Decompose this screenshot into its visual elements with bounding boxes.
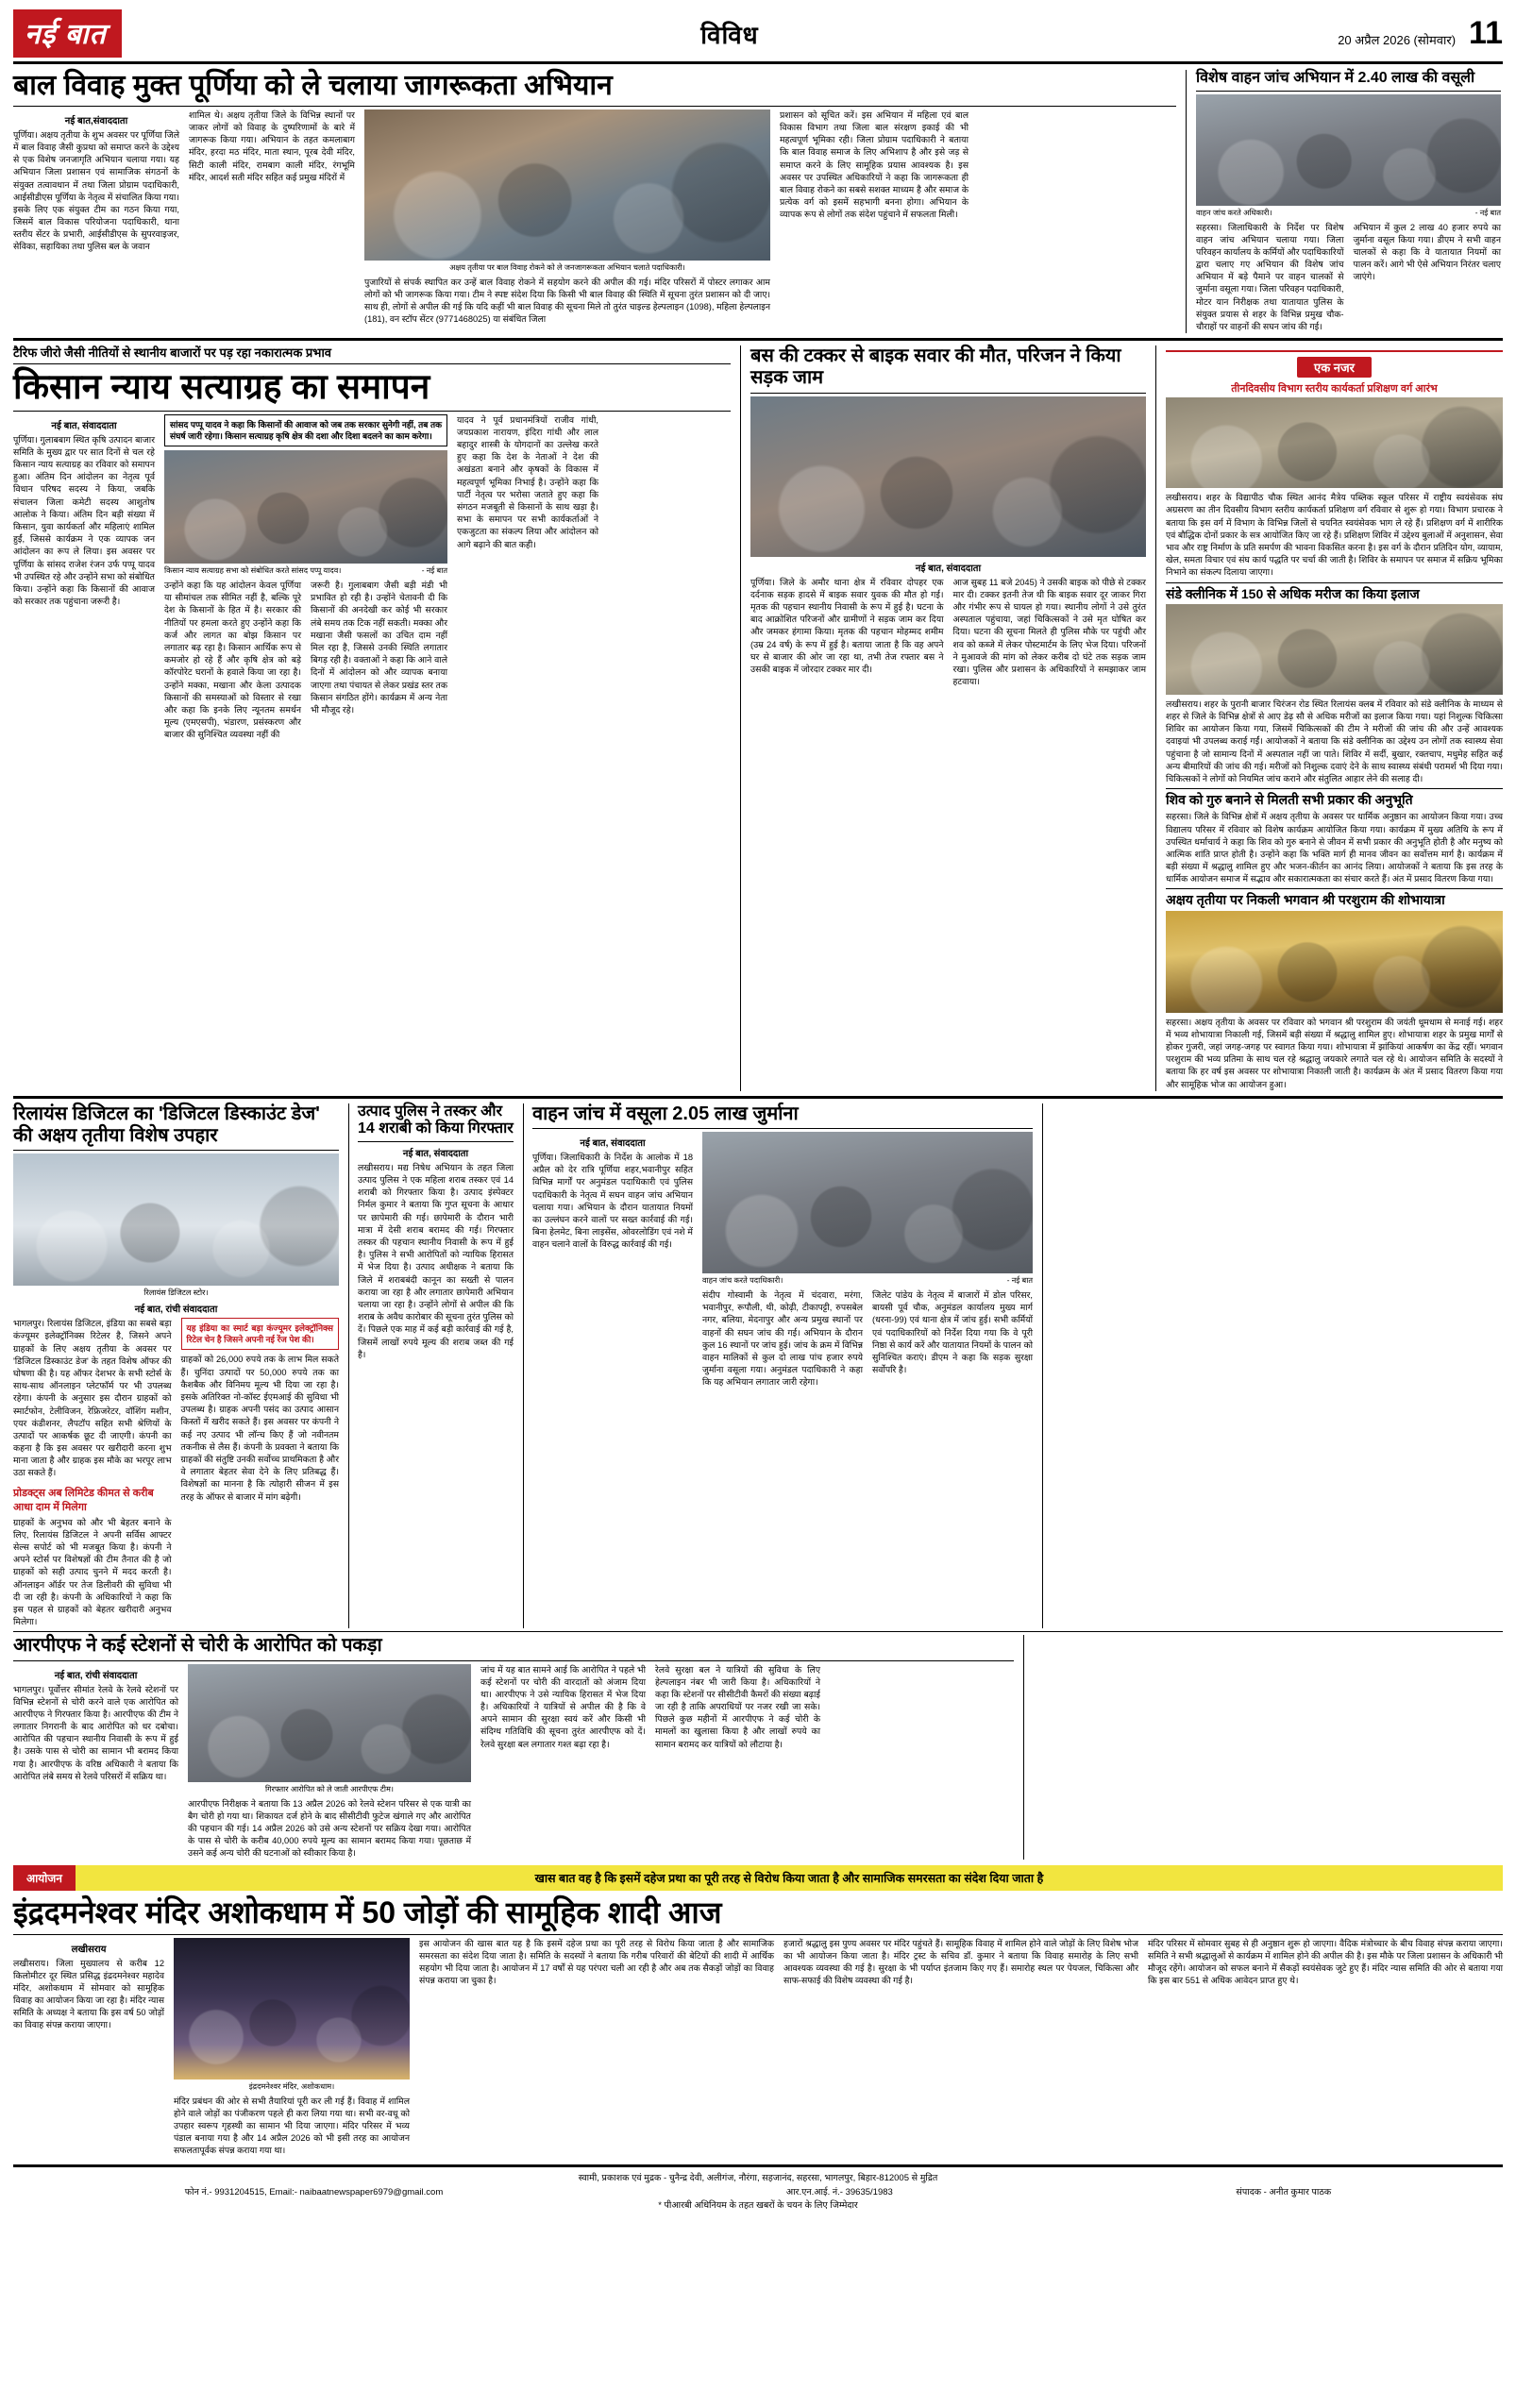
- vehicle-check-photo: [1196, 94, 1501, 206]
- event-strip-text: खास बात वह है कि इसमें दहेज प्रथा का पूरी तरह से विरोध किया जाता है और सामाजिक समरसता का संदेश दिया जाता है: [534, 1872, 1044, 1886]
- wedding-headline: इंद्रदमनेश्वर मंदिर अशोकधाम में 50 जोड़ों की सामूहिक शादी आज: [13, 1895, 722, 1930]
- reliance-headline: रिलायंस डिजिटल का 'डिजिटल डिस्काउंट डेज' की अक्षय तृतीया विशेष उपहार: [13, 1103, 320, 1146]
- rpf-photo: [188, 1664, 471, 1782]
- top-section: [13, 70, 1503, 333]
- rpf-photo-caption: गिरफ्तार आरोपित को ले जाती आरपीएफ टीम।: [264, 1784, 395, 1793]
- lead-photo-block: [364, 109, 770, 327]
- rpf-text-4: रेलवे सुरक्षा बल ने यात्रियों की सुविधा के लिए हेल्पलाइन नंबर भी जारी किया है। अधिकारियों ने कहा कि स्टेशनों पर सीसीटीवी कैमरों की संख्या बढ़ाई जा रही है ताकि अपराधियों पर नजर रखी जा सके। पिछले कुछ महीनों में आरपीएफ ने कई चोरी के मामलों का खुलासा किया है और लाखों रुपये का सामान बरामद कर यात्रियों को लौटाया है।: [655, 1664, 820, 1749]
- third-band: [13, 1103, 1503, 1629]
- vehicle-check-text-1: सहरसा। जिलाधिकारी के निर्देश पर विशेष वाहन जांच अभियान चलाया गया। जिला परिवहन कार्यालय के कर्मियों और पदाधिकारियों द्वारा चलाए गए अभियान की विशेष जांच अभियान में बड़े पैमाने पर वाहन चालकों से जुर्माना वसूला गया। जिला परिवहन पदाधिकारी, मोटर यान निरीक्षक तथा यातायात पुलिस के संयुक्त प्रयास से शहर के विभिन्न प्रमुख चौक-चौराहों पर वाहनों की सघन जांच की गई।: [1196, 222, 1344, 332]
- reliance-col-2: [181, 1318, 340, 1628]
- ek-nazar-label: एक नजर: [1297, 357, 1372, 378]
- excise-headline: उत्पाद पुलिस ने तस्कर और 14 शराबी को किया गिरफ्तार: [358, 1103, 514, 1137]
- farmers-story: [13, 345, 731, 1091]
- vehicle-fine-text-3: जिलेट पांडेय के नेतृत्व में बाजारों में डोल परिसर, बायसी पूर्व चौक, अनुमंडल कार्यालय मुख्य मार्ग (धरना-99) एवं थाना क्षेत्र में जांच हुई। सभी कर्मियों एवं पदाधिकारियों को निर्देश दिया गया कि वे पूरी निष्ठा से कार्य करें और यातायात नियमों के पालन को सुनिश्चित कराएं। डीएम ने कहा कि सड़क सुरक्षा सर्वोपरि है।: [872, 1290, 1033, 1375]
- farmers-inset-quote: सांसद पप्पू यादव ने कहा कि किसानों की आवाज को जब तक सरकार सुनेगी नहीं, तब तक संघर्ष जारी रहेगा। किसान सत्याग्रह कृषि क्षेत्र की दशा और दिशा बदलने का काम करेगा।: [164, 414, 447, 446]
- excise-byline: नई बात, संवाददाता: [402, 1148, 469, 1159]
- wedding-text-5: मंदिर परिसर में सोमवार सुबह से ही अनुष्ठान शुरू हो जाएगा। वैदिक मंत्रोच्चार के बीच विवाह संपन्न कराया जाएगा। समिति ने सभी श्रद्धालुओं से कार्यक्रम में शामिल होने की अपील की है। इस मौके पर जिला प्रशासन के अधिकारी भी मौजूद रहेंगे। आयोजन को सफल बनाने में सैकड़ों स्वयंसेवक जुटे हुए हैं। मंदिर न्यास समिति की ओर से बताया गया कि इस बार 551 से अधिक आवेदन प्राप्त हुए थे।: [1148, 1938, 1503, 1986]
- rpf-text-1: भागलपुर। पूर्वोत्तर सीमांत रेलवे के रेलवे स्टेशनों पर विभिन्न स्टेशनों से चोरी करने वाले एक आरोपित को आरपीएफ ने गिरफ्तार किया है। आरपीएफ की टीम ने लगातार निगरानी के बाद आरोपित को धर दबोचा। आरोपित की पहचान स्थानीय निवासी के रूप में हुई है। उसके पास से चोरी का सामान भी बरामद किया गया है। आरपीएफ के वरिष्ठ अधिकारी ने बताया कि आरोपित लंबे समय से रेलवे परिसरों में सक्रिय था।: [13, 1684, 178, 1781]
- vehicle-fine-col-1: [532, 1132, 693, 1389]
- vehicle-check-story: [1186, 70, 1501, 333]
- vehicle-fine-caption: वाहन जांच करते पदाधिकारी।: [702, 1276, 783, 1285]
- reliance-byline: नई बात, रांची संवाददाता: [134, 1305, 218, 1316]
- vehicle-check-credit: - नई बात: [1474, 208, 1501, 217]
- wedding-photo-caption: इंद्रदमनेश्वर मंदिर, अशोकधाम।: [248, 2081, 335, 2091]
- bus-accident-photo: [750, 396, 1146, 557]
- farmers-photo-credit: - नई बात: [421, 566, 447, 576]
- farmers-mid: [164, 414, 447, 742]
- vehicle-fine-col-2: [702, 1132, 1033, 1389]
- farmers-photo-caption: किसान न्याय सत्याग्रह सभा को संबोधित करते सांसद पप्पू यादव।: [164, 566, 342, 576]
- bus-accident-byline: नई बात, संवाददाता: [915, 563, 982, 574]
- rpf-col-0: [13, 1664, 178, 1861]
- bus-accident-headline: बस की टक्कर से बाइक सवार की मौत, परिजन ने किया सड़क जाम: [750, 345, 1121, 389]
- vehicle-fine-byline: नई बात, संवाददाता: [580, 1138, 646, 1149]
- event-strip-tag: आयोजन: [13, 1865, 76, 1891]
- reliance-text-1: भागलपुर। रिलायंस डिजिटल, इंडिया का सबसे बड़ा कंज्यूमर इलेक्ट्रॉनिक्स रिटेलर है, जिसने अपने ग्राहकों के लिए अक्षय तृतीया के अवसर पर 'डिजिटल डिस्काउंट डेज' के तहत विशेष ऑफर की घोषणा की है। यह ऑफर देशभर के सभी स्टोर्स के साथ-साथ ऑनलाइन प्लेटफॉर्म पर भी उपलब्ध रहेगा। कंपनी के अनुसार इस दौरान ग्राहकों को स्मार्टफोन, टेलीविजन, रेफ्रिजरेटर, वॉशिंग मशीन, एयर कंडीशनर, लैपटॉप सहित सभी श्रेणियों के उत्पादों पर आकर्षक छूट दी जाएगी। कंपनी का कहना है कि इस अवसर पर खरीदारी करना शुभ माना जाता है और ग्राहक इस मौके का भरपूर लाभ उठा सकते हैं।: [13, 1319, 172, 1478]
- excise-police-story: [348, 1103, 514, 1629]
- lead-text-4: प्रशासन को सूचित करें। इस अभियान में महिला एवं बाल विकास विभाग तथा जिला बाल संरक्षण इकाई की भी महत्वपूर्ण भूमिका रही। जिला प्रोग्राम पदाधिकारी ने बताया कि बाल विवाह समाज के लिए अभिशाप है और इसे जड़ से समाप्त करने के लिए सामूहिक प्रयास आवश्यक है। इस अवसर पर उपस्थित अधिकारियों ने कहा कि जागरूकता ही बाल विवाह रोकने का सबसे सशक्त माध्यम है और समाज के प्रत्येक वर्ग को इसमें सहभागी बनना होगा। अभियान के व्यापक रूप से लोगों तक संदेश पहुंचाने में सफलता मिली।: [780, 109, 969, 220]
- clinic-text: लखीसराय। शहर के पुरानी बाजार चिरंजन रोड स्थित रिलायंस क्लब में रविवार को संडे क्लीनिक के माध्यम से शहर से जिले के विभिन्न क्षेत्रों से आए डेढ़ सौ से अधिक मरीजों का इलाज किया गया। यहां निशुल्क चिकित्सा शिविर का आयोजन किया गया, जिसमें चिकित्सकों की टीम ने मरीजों की जांच की और उन्हें आवश्यक दवाइयां भी उपलब्ध कराई गईं। आयोजकों ने बताया कि संडे क्लीनिक का उद्देश्य उन लोगों तक स्वास्थ्य सेवा पहुंचाना है जो सामान्य दिनों में अस्पताल नहीं जा पाते। शिविर में सर्दी, बुखार, रक्तचाप, मधुमेह सहित कई अन्य बीमारियों की जांच की गई। मरीजों को निशुल्क दवाएं देने के साथ स्वास्थ्य संबंधी परामर्श भी दिया गया। चिकित्सकों ने लोगों को नियमित जांच कराने और संतुलित आहार लेने की सलाह दी।: [1166, 699, 1503, 783]
- ek-nazar-subheadline: तीनदिवसीय विभाग स्तरीय कार्यकर्ता प्रशिक्षण वर्ग आरंभ: [1231, 383, 1438, 396]
- wedding-photo-block: [174, 1938, 410, 2158]
- footer-line-3: आर.एन.आई. नं.- 39635/1983: [785, 2186, 893, 2198]
- clinic-photo: [1166, 604, 1503, 695]
- footer-line-4: संपादक - अनीत कुमार पाठक: [1236, 2186, 1332, 2198]
- shiv-text: सहरसा। जिले के विभिन्न क्षेत्रों में अक्षय तृतीया के अवसर पर धार्मिक अनुष्ठान का आयोजन किया गया। उच्च विद्यालय परिसर में रविवार को विशेष कार्यक्रम आयोजित किया गया। कार्यक्रम में मुख्य अतिथि के रूप में उपस्थित धर्माचार्य ने कहा कि शिव को गुरु बनाने से जीवन में सभी प्रकार की अनुभूति होती है और मनुष्य को आत्मिक शांति प्राप्त होती है। उन्होंने कहा कि भक्ति मार्ग ही मानव जीवन का सर्वोत्तम मार्ग है। कार्यक्रम में बड़ी संख्या में श्रद्धालु शामिल हुए और भजन-कीर्तन का आनंद लिया। आयोजकों ने बताया कि इस तरह के धार्मिक आयोजन समाज में सद्भाव और सकारात्मकता का संचार करते हैं। अंत में प्रसाद वितरण किया गया।: [1166, 812, 1503, 884]
- wedding-text-4: हजारों श्रद्धालु इस पुण्य अवसर पर मंदिर पहुंचते हैं। सामूहिक विवाह में शामिल होने वाले जोड़ों के लिए विशेष भोज का भी आयोजन किया जाता है। मंदिर ट्रस्ट के सचिव डॉ. कुमार ने बताया कि विवाह समारोह के लिए सभी आवश्यक व्यवस्था की गई है। सुरक्षा के भी पर्याप्त इंतजाम किए गए हैं। समारोह स्थल पर पेयजल, चिकित्सा और साफ-सफाई की विशेष व्यवस्था की गई है।: [783, 1938, 1138, 1986]
- farmers-col-4: [457, 414, 598, 742]
- farmers-byline: नई बात, संवाददाता: [51, 420, 117, 431]
- vehicle-check-headline: विशेष वाहन जांच अभियान में 2.40 लाख की वसूली: [1196, 70, 1475, 86]
- rpf-band: [13, 1635, 1503, 1860]
- vehicle-fine-text-2: संदीप गोस्वामी के नेतृत्व में चंदवारा, मरंगा, भवानीपुर, रूपौली, थी, कोढ़ी, टीकापट्टी, रुपसबेल नगर, बलिया, मेदनापुर और अन्य प्रमुख स्थानों पर वाहनों की सघन जांच की गई। अभियान के दौरान कुल 16 स्थानों पर जांच हुई। जांच के क्रम में विभिन्न वाहन मालिकों से कुल दो लाख पांच हजार रुपये जुर्माना वसूला गया। अनुमंडल पदाधिकारी ने कहा कि यह अभियान लगातार जारी रहेगा।: [702, 1290, 863, 1388]
- lead-col-2: [189, 109, 355, 327]
- reliance-inset: यह इंडिया का स्मार्ट बड़ा कंज्यूमर इलेक्ट्रॉनिक्स रिटेल चेन है जिसने अपनी नई रेंज पेश की।: [181, 1318, 340, 1350]
- publication-date: 20 अप्रैल 2026 (सोमवार): [1338, 33, 1457, 47]
- farmers-text-1: पूर्णिया। गुलाबबाग स्थित कृषि उत्पादन बाजार समिति के मुख्य द्वार पर सात दिनों से चल रहे किसान न्याय सत्याग्रह का रविवार को समापन हुआ। अंतिम दिन आंदोलन का नेतृत्व पूर्व विधान परिषद सदस्य ने किया, जबकि संचालन जिला कमेटी सदस्य आशुतोष आलोक ने किया। अंतिम दिन बड़ी संख्या में किसान, युवा कार्यकर्ता और महिलाएं शामिल हुईं, जिससे कार्यक्रम ने एक व्यापक जन आंदोलन का रूप ले लिया। इस अवसर पर पूर्णिया के सांसद राजेश रंजन उर्फ पप्पू यादव भी उपस्थित रहे और उन्होंने सभा को संबोधित किया। उन्होंने कहा कि किसानों की आवाज को सरकार तक पहुंचाना जरूरी है।: [13, 434, 155, 607]
- reliance-photo-caption: रिलायंस डिजिटल स्टोर।: [143, 1288, 209, 1298]
- rpf-byline: नई बात, रांची संवाददाता: [54, 1670, 138, 1681]
- lead-photo-caption: अक्षय तृतीया पर बाल विवाह रोकने को ले जनजागरूकता अभियान चलाते पदाधिकारी।: [449, 262, 685, 272]
- farmers-text-4: यादव ने पूर्व प्रधानमंत्रियों राजीव गांधी, जयप्रकाश नारायण, इंदिरा गांधी और लाल बहादुर शास्त्री के योगदानों का उल्लेख करते हुए कहा कि देश के नेताओं ने देश की अखंडता बनाने और कृषकों के विकास में महत्वपूर्ण भूमिका निभाई है। उन्होंने कहा कि पार्टी नेतृत्व पर भरोसा जताते हुए कहा कि संगठन मजबूती से किसानों के साथ खड़ा है। सभा के समापन पर सभी कार्यकर्ताओं ने एकजुटता का संकल्प लिया और आंदोलन को आगे बढ़ाने की बात कही।: [457, 414, 598, 549]
- farmers-text-2: उन्होंने कहा कि यह आंदोलन केवल पूर्णिया या सीमांचल तक सीमित नहीं है, बल्कि पूरे देश के किसानों के हित में है। सरकार की नीतियों पर हमला करते हुए उन्होंने कहा कि कर्ज और लागत का बोझ किसान पर लगातार बढ़ रहा है। किसान आर्थिक रूप से कमजोर हो रहे हैं और कृषि क्षेत्र को बड़े कॉरपोरेट घरानों के हवाले किया जा रहा है। उन्होंने मक्का, मखाना और केला उत्पादक किसानों की समस्याओं को विस्तार से रखा और कहा कि इनके लिए न्यूनतम समर्थन मूल्य (एमएसपी), भंडारण, प्रसंस्करण और बाजार की सुनिश्चित व्यवस्था नहीं की: [164, 581, 301, 740]
- rpf-text-3: जांच में यह बात सामने आई कि आरोपित ने पहले भी कई स्टेशनों पर चोरी की वारदातों को अंजाम दिया था। आरपीएफ ने उसे न्यायिक हिरासत में भेज दिया है। अधिकारियों ने यात्रियों से अपील की है कि वे अपने सामान की सुरक्षा स्वयं करें और किसी भी संदिग्ध गतिविधि की सूचना तुरंत आरपीएफ को दें। रेलवे सुरक्षा बल लगातार गश्त बढ़ा रहा है।: [480, 1664, 646, 1749]
- section-title: विविध: [700, 20, 759, 49]
- farmers-col-1: [13, 414, 155, 742]
- ek-nazar-column: [1155, 345, 1503, 1091]
- procession-text: सहरसा। अक्षय तृतीया के अवसर पर रविवार को भगवान श्री परशुराम की जयंती धूमधाम से मनाई गई। शहर में भव्य शोभायात्रा निकाली गई, जिसमें बड़ी संख्या में श्रद्धालु शामिल हुए। शोभायात्रा शहर के प्रमुख मार्गों से होकर गुजरी, जहां जगह-जगह पर स्वागत किया गया। शोभायात्रा में झांकियां आकर्षण का केंद्र रहीं। भगवान परशुराम की भव्य प्रतिमा के साथ चल रहे श्रद्धालु जयकारे लगाते चल रहे थे। आयोजन समिति के सदस्यों ने बताया कि हर वर्ष इस अवसर पर शोभायात्रा निकाली जाती है। कार्यक्रम के अंत में प्रसाद वितरण किया गया और सामूहिक भोज का आयोजन हुआ।: [1166, 1017, 1503, 1089]
- wedding-text-2: मंदिर प्रबंधन की ओर से सभी तैयारियां पूरी कर ली गई हैं। विवाह में शामिल होने वाले जोड़ों का पंजीकरण पहले ही करा लिया गया था। सभी वर-वधू को उपहार स्वरूप गृहस्थी का सामान भी दिया जाएगा। मंदिर परिसर में भव्य पंडाल बनाया गया है और 14 अप्रैल 2026 को भी इसी तरह का आयोजन सफलतापूर्वक संपन्न कराया गया था।: [174, 2096, 410, 2156]
- page-number: 11: [1469, 15, 1503, 51]
- lead-text-1: पूर्णिया। अक्षय तृतीया के शुभ अवसर पर पूर्णिया जिले में बाल विवाह जैसी कुप्रथा को समाप्त करने के उद्देश्य से एक विशेष जनजागृति अभियान चलाया गया। यह अभियान जिला प्रशासन एवं सामाजिक संगठनों के संयुक्त तत्वावधान में तथा जिला प्रोग्राम पदाधिकारी, आईसीडीएस पूर्णिया के नेतृत्व में संचालित किया गया। इसके लिए एक संयुक्त टीम का गठन किया गया, जिसमें बाल विकास परियोजना पदाधिकारी, थाना स्तरीय सेंटर के प्रभारी, आईसीडीएस के सुपरवाइजर, सेविका, सहायिका तथा पुलिस बल के जवान: [13, 129, 179, 252]
- event-strip: [13, 1865, 1503, 1891]
- wedding-byline: लखीसराय: [71, 1944, 107, 1955]
- right-rail-spacer: [1042, 1103, 1503, 1629]
- rpf-story: [13, 1635, 1014, 1860]
- lead-byline: नई बात,संवाददाता: [64, 115, 128, 126]
- rpf-photo-block: [188, 1664, 471, 1861]
- vehicle-fine-story: [523, 1103, 1033, 1629]
- bus-accident-text-1: पूर्णिया। जिले के अमौर थाना क्षेत्र में रविवार दोपहर एक दर्दनाक सड़क हादसे में बाइक सवार युवक की मौत हो गई। मृतक की पहचान स्थानीय निवासी के रूप में हुई है। घटना के बाद आक्रोशित परिजनों और ग्रामीणों ने सड़क जाम कर दिया और जमकर हंगामा किया। मृतक की पहचान मोहम्मद शमीम (उम्र 24 वर्ष) के रूप में हुई है। बताया जाता है कि वह अपने घर से बाजार की ओर जा रहा था, तभी तेज रफ्तार बस ने उसकी बाइक में जोरदार टक्कर मार दी।: [750, 577, 944, 674]
- vehicle-fine-credit: - नई बात: [1006, 1276, 1033, 1285]
- procession-photo: [1166, 911, 1503, 1013]
- lead-story: [13, 70, 1176, 333]
- wedding-col-1: [13, 1938, 164, 2158]
- farmers-text-3: जरूरी है। गुलाबबाग जैसी बड़ी मंडी भी प्रभावित हो रही है। उन्होंने चेतावनी दी कि किसानों की अनदेखी कर कोई भी सरकार लंबे समय तक टिक नहीं सकती। मक्का और मखाना जैसी फसलों का उचित दाम नहीं मिल रहा है, जिससे उनकी स्थिति लगातार बिगड़ रही है। वक्ताओं ने कहा कि आने वाले दिनों में आंदोलन को और व्यापक बनाया जाएगा तथा पंचायत से लेकर प्रखंड स्तर तक किसान संगठित होंगे। कार्यक्रम में अन्य नेता भी मौजूद रहे।: [311, 581, 447, 715]
- vehicle-fine-photo: [702, 1132, 1033, 1273]
- wedding-photo: [174, 1938, 410, 2080]
- lead-photo: [364, 109, 770, 261]
- mass-wedding-story: [13, 1895, 1503, 2157]
- shiv-headline: शिव को गुरु बनाने से मिलती सभी प्रकार की अनुभूति: [1166, 792, 1413, 808]
- wedding-text-1: लखीसराय। जिला मुख्यालय से करीब 12 किलोमीटर दूर स्थित प्रसिद्ध इंद्रदमनेश्वर महादेव मंदिर, अशोकधाम में सोमवार को सामूहिक विवाह का आयोजन किया जा रहा है। मंदिर न्यास समिति के अध्यक्ष ने बताया कि इस वर्ष 50 जोड़ों का विवाह संपन्न कराया जाएगा।: [13, 1958, 164, 2030]
- farmers-kicker: टैरिफ जीरो जैसी नीतियों से स्थानीय बाजारों पर पड़ रहा नकारात्मक प्रभाव: [13, 345, 332, 361]
- newspaper-logo: नई बात: [13, 9, 122, 58]
- rpf-headline: आरपीएफ ने कई स्टेशनों से चोरी के आरोपित को पकड़ा: [13, 1635, 382, 1657]
- reliance-subheadline: प्रोडक्ट्स अब लिमिटेड कीमत से करीब आधा दाम में मिलेगा: [13, 1487, 154, 1513]
- reliance-story: [13, 1103, 339, 1629]
- farmers-photo: [164, 450, 447, 564]
- ek-nazar-text: लखीसराय। शहर के विद्यापीठ चौक स्थित आनंद मैत्रेय पब्लिक स्कूल परिसर में राष्ट्रीय स्वयंसेवक संघ अग्रसरण का तीन दिवसीय विभाग स्तरीय कार्यकर्ता प्रशिक्षण वर्ग रविवार से शुरू हो गया। विभाग प्रचारक ने बताया कि इस वर्ग में विभाग के विभिन्न जिलों से चयनित स्वयंसेवक भाग ले रहे हैं। प्रशिक्षण वर्ग में शारीरिक एवं बौद्धिक दोनों प्रकार के सत्र आयोजित किए जा रहे हैं। प्रशिक्षण शिविर में उद्देश्य बुलाओं में अनुशासन, सेवा भाव और राष्ट्र निर्माण के प्रति समर्पण की भावना विकसित करना है। इस वर्ग के दौरान प्रतिदिन योग, व्यायाम, खेल, समता विचार एवं संघ कार्य पद्धति पर चर्चा की जाती है। शिविर के समापन पर समाज में सक्रिय भूमिका निभाने का संकल्प दिलाया जाएगा।: [1166, 493, 1503, 578]
- farmers-headline: किसान न्याय सत्याग्रह का समापन: [13, 366, 430, 406]
- page-footer: [13, 2164, 1503, 2222]
- rpf-right-spacer: [1023, 1635, 1503, 1860]
- ek-nazar-photo: [1166, 397, 1503, 488]
- footer-line-2: फोन नं.- 9931204515, Email:- naibaatnewspaper6979@gmail.com: [184, 2186, 444, 2198]
- lead-headline: बाल विवाह मुक्त पूर्णिया को ले चलाया जागरूकता अभियान: [13, 70, 613, 101]
- lead-text-2: शामिल थे। अक्षय तृतीया जिले के विभिन्न स्थानों पर जाकर लोगों को विवाह के दुष्परिणामों के बारे में जागरूक किया गया। अभियान के तहत कमलाबाग मंदिर, हरदा मठ मंदिर, माता स्थान, पूरब देवी मंदिर, सिटी काली मंदिर, रामबाग काली मंदिर, रंगभूमि मंदिर, आदर्श सती मंदिर सहित कई प्रमुख मंदिरों में: [189, 109, 355, 182]
- masthead: [13, 9, 1503, 64]
- masthead-right: [1338, 15, 1503, 52]
- bus-accident-text-2: आज सुबह 11 बजे 2045) ने उसकी बाइक को पीछे से टक्कर मार दी। टक्कर इतनी तेज थी कि बाइक सवार दूर जाकर गिरा और गंभीर रूप से घायल हो गया। स्थानीय लोगों ने उसे तुरंत अस्पताल पहुंचाया, जहां चिकित्सकों ने उसे मृत घोषित कर दिया। घटना की सूचना मिलते ही पुलिस मौके पर पहुंची और शव को कब्जे में लेकर पोस्टमार्टम के लिए भेज दिया। परिजनों ने मुआवजे की मांग को लेकर करीब दो घंटे तक सड़क जाम रखा। पुलिस और प्रशासन के अधिकारियों ने समझाकर जाम हटवाया।: [952, 577, 1146, 687]
- second-band: [13, 345, 1503, 1091]
- reliance-photo: [13, 1153, 339, 1286]
- vehicle-check-text-2: अभियान में कुल 2 लाख 40 हजार रुपये का जुर्माना वसूल किया गया। डीएम ने सभी वाहन चालकों से कहा कि वे यातायात नियमों का पालन करें। आगे भी ऐसे अभियान निरंतर चलाए जाएंगे।: [1353, 222, 1501, 282]
- procession-headline: अक्षय तृतीया पर निकली भगवान श्री परशुराम की शोभायात्रा: [1166, 892, 1445, 908]
- wedding-text-3: इस आयोजन की खास बात यह है कि इसमें दहेज प्रथा का पूरी तरह से विरोध किया जाता है और सामाजिक समरसता का संदेश दिया जाता है। समिति के सदस्यों ने बताया कि गरीब परिवारों की बेटियों की शादी में आर्थिक सहयोग भी दिया जाता है। आयोजन में 17 वर्षों से यह परंपरा चली आ रही है और अब तक सैकड़ों जोड़ों का विवाह संपन्न कराया जा चुका है।: [419, 1938, 774, 1986]
- lead-col-4: [780, 109, 969, 327]
- bus-accident-story: [740, 345, 1146, 1091]
- vehicle-fine-headline: वाहन जांच में वसूला 2.05 लाख जुर्माना: [532, 1103, 799, 1124]
- footer-line-5: * पीआरबी अधिनियम के तहत खबरों के चयन के लिए जिम्मेदार: [658, 2199, 858, 2211]
- clinic-headline: संडे क्लीनिक में 150 से अधिक मरीज का किया इलाज: [1166, 585, 1420, 601]
- vehicle-check-caption: वाहन जांच करते अधिकारी।: [1196, 208, 1272, 217]
- rpf-text-2: आरपीएफ निरीक्षक ने बताया कि 13 अप्रैल 2026 को रेलवे स्टेशन परिसर से एक यात्री का बैग चोरी हो गया था। शिकायत दर्ज होने के बाद सीसीटीवी फुटेज खंगाले गए और आरोपित की पहचान की गई। 14 अप्रैल 2026 को उसे अन्य स्टेशनों पर सक्रिय देखा गया। आरोपित के पास से चोरी के करीब 40,000 रुपये मूल्य का सामान बरामद किया गया। पूछताछ में उसने कई अन्य चोरी की घटनाओं को स्वीकार किया है।: [188, 1798, 471, 1859]
- lead-col-1: [13, 109, 179, 327]
- vehicle-fine-text-1: पूर्णिया। जिलाधिकारी के निर्देश के आलोक में 18 अप्रैल को देर रात्रि पूर्णिया शहर,भवानीपुर सहित विभिन्न मार्गों पर अनुमंडल पदाधिकारी एवं पुलिस पदाधिकारी के नेतृत्व में सघन वाहन जांच अभियान चलाया गया। अभियान के दौरान यातायात नियमों का उल्लंघन करने वालों पर सख्त कार्रवाई की गई। बिना हेलमेट, बिना लाइसेंस, ओवरलोडिंग एवं नशे में वाहन चलाने वालों के विरुद्ध कार्रवाई की गई।: [532, 1153, 693, 1250]
- reliance-text-2: ग्राहकों को 26,000 रुपये तक के लाभ मिल सकते हैं। चुनिंदा उत्पादों पर 50,000 रुपये तक का कैशबैक और विनिमय मूल्य भी दिया जा रहा है। इसके अतिरिक्त नो-कॉस्ट ईएमआई की सुविधा भी उपलब्ध है। ग्राहक अपनी पसंद का उत्पाद आसान किस्तों में खरीद सकते हैं। इस अवसर पर कंपनी ने कई नए उत्पाद भी लॉन्च किए हैं जो नवीनतम तकनीक से लैस हैं। कंपनी के प्रवक्ता ने बताया कि ग्राहकों की संतुष्टि उनकी सर्वोच्च प्राथमिकता है और वे लगातार बेहतर सेवा देने के लिए प्रतिबद्ध हैं। विशेषज्ञों का मानना है कि त्योहारी सीजन में इस तरह के ऑफर से बाजार में मांग बढ़ेगी।: [180, 1355, 339, 1502]
- lead-text-3: पुजारियों से संपर्क स्थापित कर उन्हें बाल विवाह रोकने में सहयोग करने की अपील की गई। मंदिर परिसरों में पोस्टर लगाकर आम लोगों को भी जागरूक किया गया। टीम ने स्पष्ट संदेश दिया कि किसी भी बाल विवाह की स्थिति में सूचना तुरंत प्रशासन को दी जाए। साथ ही, लोगों से अपील की गई कि यदि कहीं भी बाल विवाह की सूचना मिले तो तुरंत चाइल्ड हेल्पलाइन (1098), महिला हेल्पलाइन (181), वन स्टॉप सेंटर (9771468025) या संबंधित जिला: [364, 277, 770, 325]
- reliance-col-1: [13, 1318, 172, 1628]
- footer-line-1: स्वामी, प्रकाशक एवं मुद्रक - चुनैन्द्र देवी, अलीगंज, नौरंगा, सहजानंद, सहरसा, भागलपुर, बिहार-812005 से मुद्रित: [578, 2173, 938, 2184]
- excise-text: लखीसराय। मद्य निषेध अभियान के तहत जिला उत्पाद पुलिस ने एक महिला शराब तस्कर एवं 14 शराबी को गिरफ्तार किया है। उत्पाद इंस्पेक्टर निर्मल कुमार ने बताया कि गुप्त सूचना के आधार पर छापेमारी की गई। छापेमारी के दौरान भारी मात्रा में देसी शराब बरामद की गई। गिरफ्तार तस्कर की पहचान स्थानीय निवासी के रूप में हुई है। पुलिस ने सभी आरोपितों को न्यायिक हिरासत में भेज दिया है। उत्पाद अधीक्षक ने बताया कि जिले में शराबबंदी कानून का सख्ती से पालन कराया जा रहा है और लगातार छापेमारी अभियान चलाया जा रहा है। उन्होंने लोगों से अपील की कि शराब के अवैध कारोबार की सूचना तुरंत पुलिस को दें। पिछले एक माह में कई बड़ी कार्रवाई की गई है, जिसमें लाखों रुपये मूल्य की शराब जब्त की गई है।: [358, 1162, 514, 1359]
- reliance-text-3: ग्राहकों के अनुभव को और भी बेहतर बनाने के लिए, रिलायंस डिजिटल ने अपनी सर्विस आफ्टर सेल्स सपोर्ट को भी मजबूत किया है। कंपनी ने अपने स्टोर्स पर विशेषज्ञों की टीम तैनात की है जो ग्राहकों को सही उत्पाद चुनने में मदद करती है। ऑनलाइन ऑर्डर पर तेज डिलीवरी की सुविधा भी दी जा रही है। कंपनी के अधिकारियों ने कहा कि इस पहल से ग्राहकों को बेहतर खरीदारी अनुभव मिलेगा।: [13, 1517, 172, 1627]
